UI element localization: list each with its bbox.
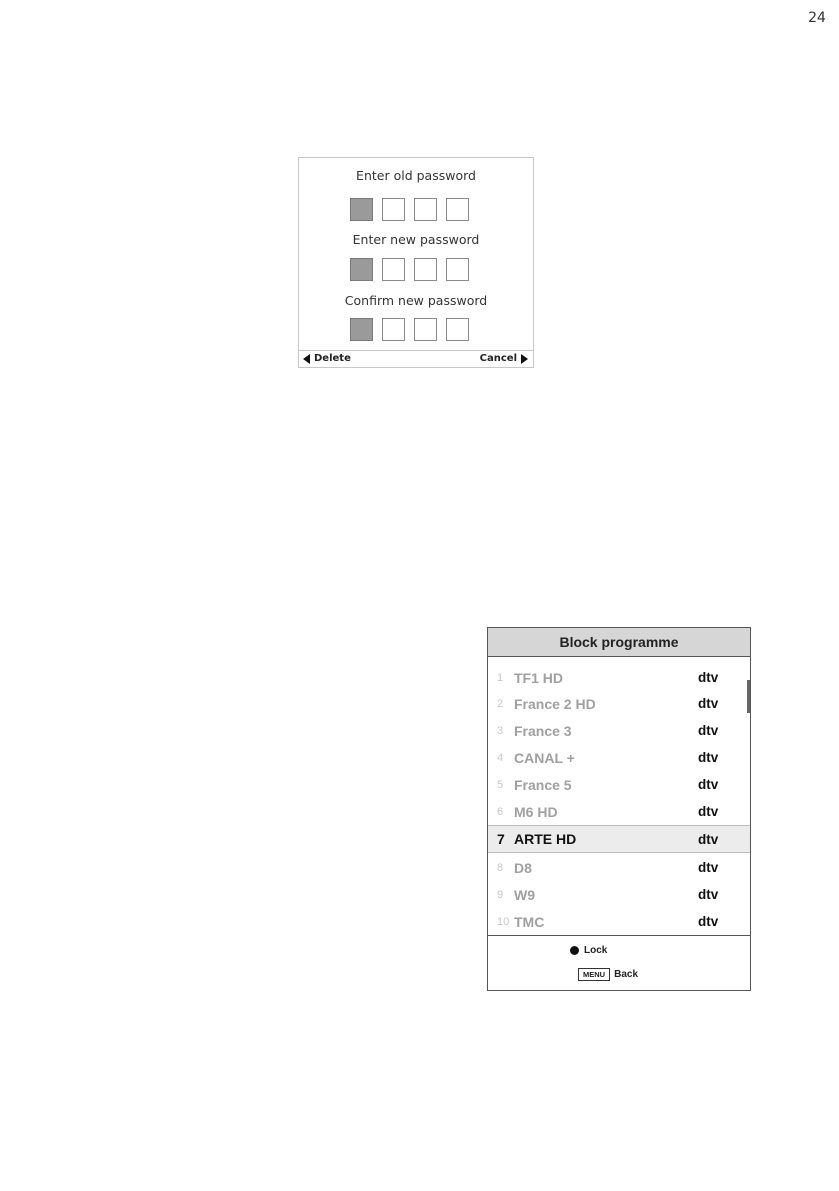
channel-row[interactable] [488,664,750,691]
old-password-input[interactable] [350,198,469,222]
channel-name: France 3 [514,722,572,739]
channel-name: W9 [514,886,535,903]
new-password-digit-3[interactable] [414,258,437,281]
new-password-input[interactable] [350,258,469,282]
cancel-button[interactable] [480,353,528,364]
confirm-password-digit-3[interactable] [414,318,437,341]
delete-button[interactable] [303,353,351,364]
channel-row[interactable] [488,690,750,717]
channel-row[interactable] [488,881,750,908]
lock-label: Lock [584,945,608,956]
channel-type: dtv [698,804,719,819]
channel-number: 7 [497,831,505,847]
channel-name: TF1 HD [514,669,563,686]
channel-type: dtv [698,887,719,902]
old-password-digit-2[interactable] [382,198,405,221]
channel-name: D8 [514,859,532,876]
channel-name: France 5 [514,776,572,793]
channel-type: dtv [698,860,719,875]
confirm-password-digit-1[interactable] [350,318,373,341]
left-arrow-icon [303,354,310,364]
channel-number: 5 [497,778,504,791]
delete-label: Delete [314,353,351,364]
old-password-label: Enter old password [356,168,476,183]
back-label: Back [614,969,638,980]
new-password-digit-1[interactable] [350,258,373,281]
cancel-label: Cancel [479,353,517,364]
channel-row[interactable] [488,717,750,744]
back-action[interactable] [578,968,638,981]
scrollbar[interactable] [747,680,750,713]
channel-type: dtv [698,750,719,765]
channel-type: dtv [698,696,719,711]
channel-number: 2 [497,697,504,710]
channel-number: 6 [497,805,504,818]
channel-row[interactable] [488,854,750,881]
channel-number: 4 [497,751,504,764]
old-password-digit-4[interactable] [446,198,469,221]
channel-name: France 2 HD [514,695,596,712]
channel-type: dtv [698,723,719,738]
channel-type: dtv [698,670,719,685]
new-password-digit-2[interactable] [382,258,405,281]
channel-row[interactable] [488,908,750,935]
block-programme-panel [487,627,751,991]
channel-type: dtv [698,914,719,929]
password-dialog [298,157,534,368]
channel-name: ARTE HD [514,831,577,847]
panel-footer [488,935,750,990]
lock-action[interactable] [570,945,607,956]
channel-number: 8 [497,861,504,874]
right-arrow-icon [521,354,528,364]
bullet-icon [570,946,579,955]
channel-name: M6 HD [514,803,558,820]
channel-row[interactable] [488,798,750,825]
confirm-password-label: Confirm new password [344,293,488,308]
page-number: 24 [808,10,826,26]
confirm-password-digit-4[interactable] [446,318,469,341]
channel-type: dtv [698,831,719,847]
channel-number: 3 [497,724,504,737]
channel-number: 1 [497,671,504,684]
old-password-digit-1[interactable] [350,198,373,221]
confirm-password-digit-2[interactable] [382,318,405,341]
channel-list [488,664,750,936]
panel-title: Block programme [488,628,750,657]
menu-key-icon: MENU [578,968,610,981]
channel-name: CANAL + [514,749,575,766]
channel-number: 10 [497,915,510,928]
channel-name: TMC [514,913,545,930]
channel-row[interactable] [488,744,750,771]
new-password-label: Enter new password [352,232,480,247]
channel-row[interactable] [488,771,750,798]
channel-type: dtv [698,777,719,792]
password-dialog-footer [299,350,533,367]
channel-number: 9 [497,888,504,901]
old-password-digit-3[interactable] [414,198,437,221]
new-password-digit-4[interactable] [446,258,469,281]
confirm-password-input[interactable] [350,318,469,342]
channel-row[interactable] [488,825,750,853]
